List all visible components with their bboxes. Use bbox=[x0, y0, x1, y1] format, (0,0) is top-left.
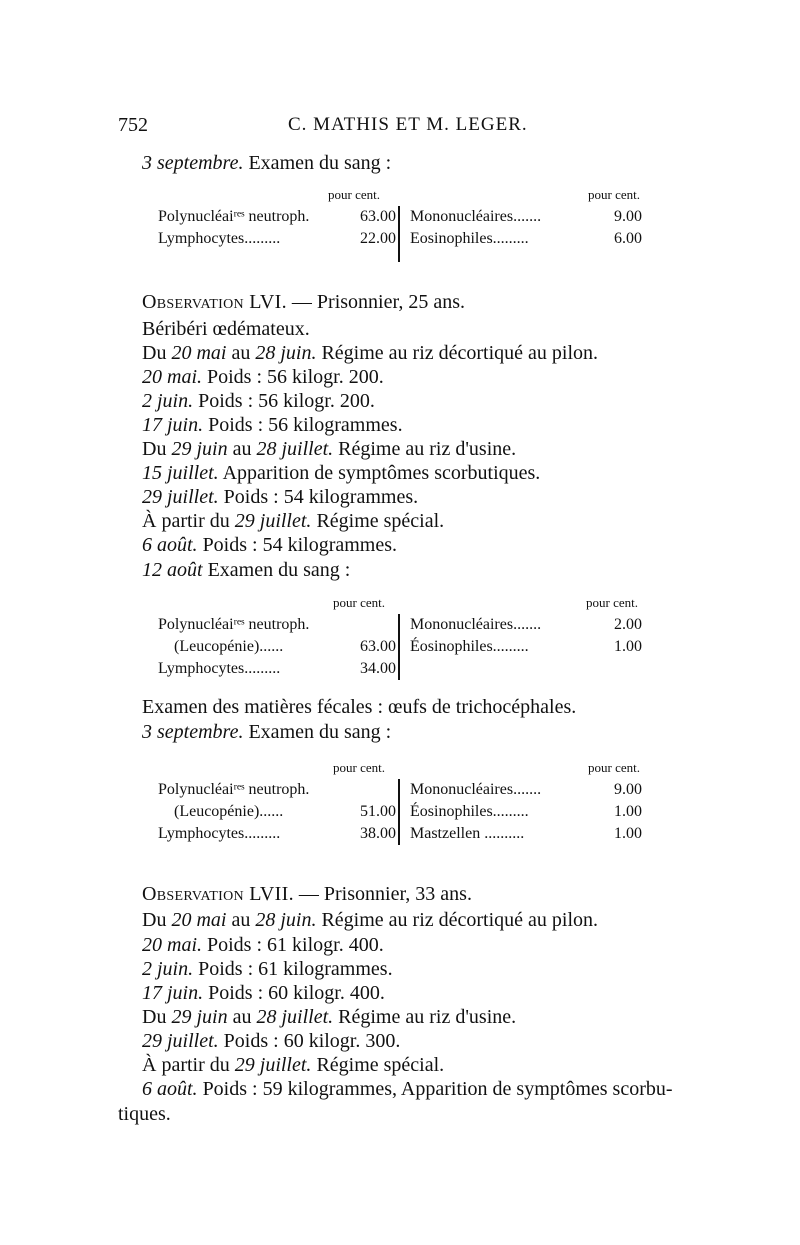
obs-line: 2 juin. Poids : 61 kilogrammes. bbox=[142, 958, 393, 980]
observation-lvii-title: Observation LVII. — Prisonnier, 33 ans. bbox=[142, 883, 472, 905]
table-row: Eosinophiles......... 6.00 bbox=[410, 230, 642, 247]
blood-table-1 bbox=[158, 184, 648, 264]
table-row: Lymphocytes......... 22.00 bbox=[158, 230, 396, 247]
obs-line: Béribéri œdémateux. bbox=[142, 318, 310, 340]
blood-exam-line-1: 3 septembre. Examen du sang : bbox=[142, 152, 392, 174]
blood-table-2 bbox=[158, 592, 648, 682]
table-row: Mononucléaires....... 9.00 bbox=[410, 781, 642, 798]
feces-exam-line: Examen des matières fécales : œufs de trichocéphales. bbox=[142, 696, 577, 718]
table-right-column bbox=[410, 779, 642, 845]
obs-line: À partir du 29 juillet. Régime spécial. bbox=[142, 1054, 445, 1076]
table-left-column bbox=[158, 614, 396, 680]
table-row: Éosinophiles......... 1.00 bbox=[410, 803, 642, 820]
table-left-column bbox=[158, 779, 396, 845]
table-left-column bbox=[158, 206, 396, 250]
obs-line: 20 mai. Poids : 56 kilogr. 200. bbox=[142, 366, 384, 388]
obs-line: 2 juin. Poids : 56 kilogr. 200. bbox=[142, 390, 375, 412]
table-row: Mastzellen .......... 1.00 bbox=[410, 825, 642, 842]
table-row: Polynucléaiʳᵉˢ neutroph. bbox=[158, 781, 310, 798]
blood-exam-line-2: 3 septembre. Examen du sang : bbox=[142, 721, 392, 743]
obs-line: À partir du 29 juillet. Régime spécial. bbox=[142, 510, 445, 532]
table-row: Éosinophiles......... 1.00 bbox=[410, 638, 642, 655]
table-row: (Leucopénie)...... 51.00 bbox=[174, 803, 396, 820]
table-right-column bbox=[410, 206, 642, 250]
column-divider bbox=[398, 614, 400, 680]
table-row: Polynucléaiʳᵉˢ neutroph. bbox=[158, 616, 310, 633]
table-row: Mononucléaires....... 2.00 bbox=[410, 616, 642, 633]
col-head-right: pour cent. bbox=[588, 187, 640, 202]
obs-line: Du 29 juin au 28 juillet. Régime au riz d'usine. bbox=[142, 438, 517, 460]
obs-line: Du 20 mai au 28 juin. Régime au riz décortiqué au pilon. bbox=[142, 909, 599, 931]
running-title: C. MATHIS ET M. LEGER. bbox=[288, 114, 528, 135]
page-header bbox=[118, 114, 678, 144]
obs-line: 29 juillet. Poids : 54 kilogrammes. bbox=[142, 486, 419, 508]
obs-line: 17 juin. Poids : 60 kilogr. 400. bbox=[142, 982, 385, 1004]
obs-line: 20 mai. Poids : 61 kilogr. 400. bbox=[142, 934, 384, 956]
observation-lvi-title: Observation LVI. — Prisonnier, 25 ans. bbox=[142, 291, 465, 313]
table-row: Lymphocytes......... 38.00 bbox=[158, 825, 396, 842]
column-divider bbox=[398, 779, 400, 845]
page-number: 752 bbox=[118, 114, 148, 136]
obs-line: 6 août. Poids : 54 kilogrammes. bbox=[142, 534, 398, 556]
obs-line: 15 juillet. Apparition de symptômes scorbutiques. bbox=[142, 462, 541, 484]
blood-table-3 bbox=[158, 757, 648, 847]
column-divider bbox=[398, 206, 400, 262]
table-row: (Leucopénie)...... 63.00 bbox=[174, 638, 396, 655]
obs-line: 17 juin. Poids : 56 kilogrammes. bbox=[142, 414, 403, 436]
table-row: Lymphocytes......... 34.00 bbox=[158, 660, 396, 677]
col-head-left: pour cent. bbox=[333, 760, 385, 775]
col-head-left: pour cent. bbox=[328, 187, 380, 202]
table-row: Mononucléaires....... 9.00 bbox=[410, 208, 642, 225]
obs-line: 12 août Examen du sang : bbox=[142, 559, 351, 581]
obs-line: 6 août. Poids : 59 kilogrammes, Apparition de symptômes scorbu- bbox=[142, 1078, 673, 1100]
table-right-column bbox=[410, 614, 642, 658]
obs-line: Du 20 mai au 28 juin. Régime au riz décortiqué au pilon. bbox=[142, 342, 599, 364]
col-head-left: pour cent. bbox=[333, 595, 385, 610]
obs-line: 29 juillet. Poids : 60 kilogr. 300. bbox=[142, 1030, 401, 1052]
obs-line: Du 29 juin au 28 juillet. Régime au riz d'usine. bbox=[142, 1006, 517, 1028]
table-row: Polynucléaiʳᵉˢ neutroph. 63.00 bbox=[158, 208, 396, 225]
obs-line: tiques. bbox=[118, 1103, 171, 1125]
col-head-right: pour cent. bbox=[588, 760, 640, 775]
col-head-right: pour cent. bbox=[586, 595, 638, 610]
